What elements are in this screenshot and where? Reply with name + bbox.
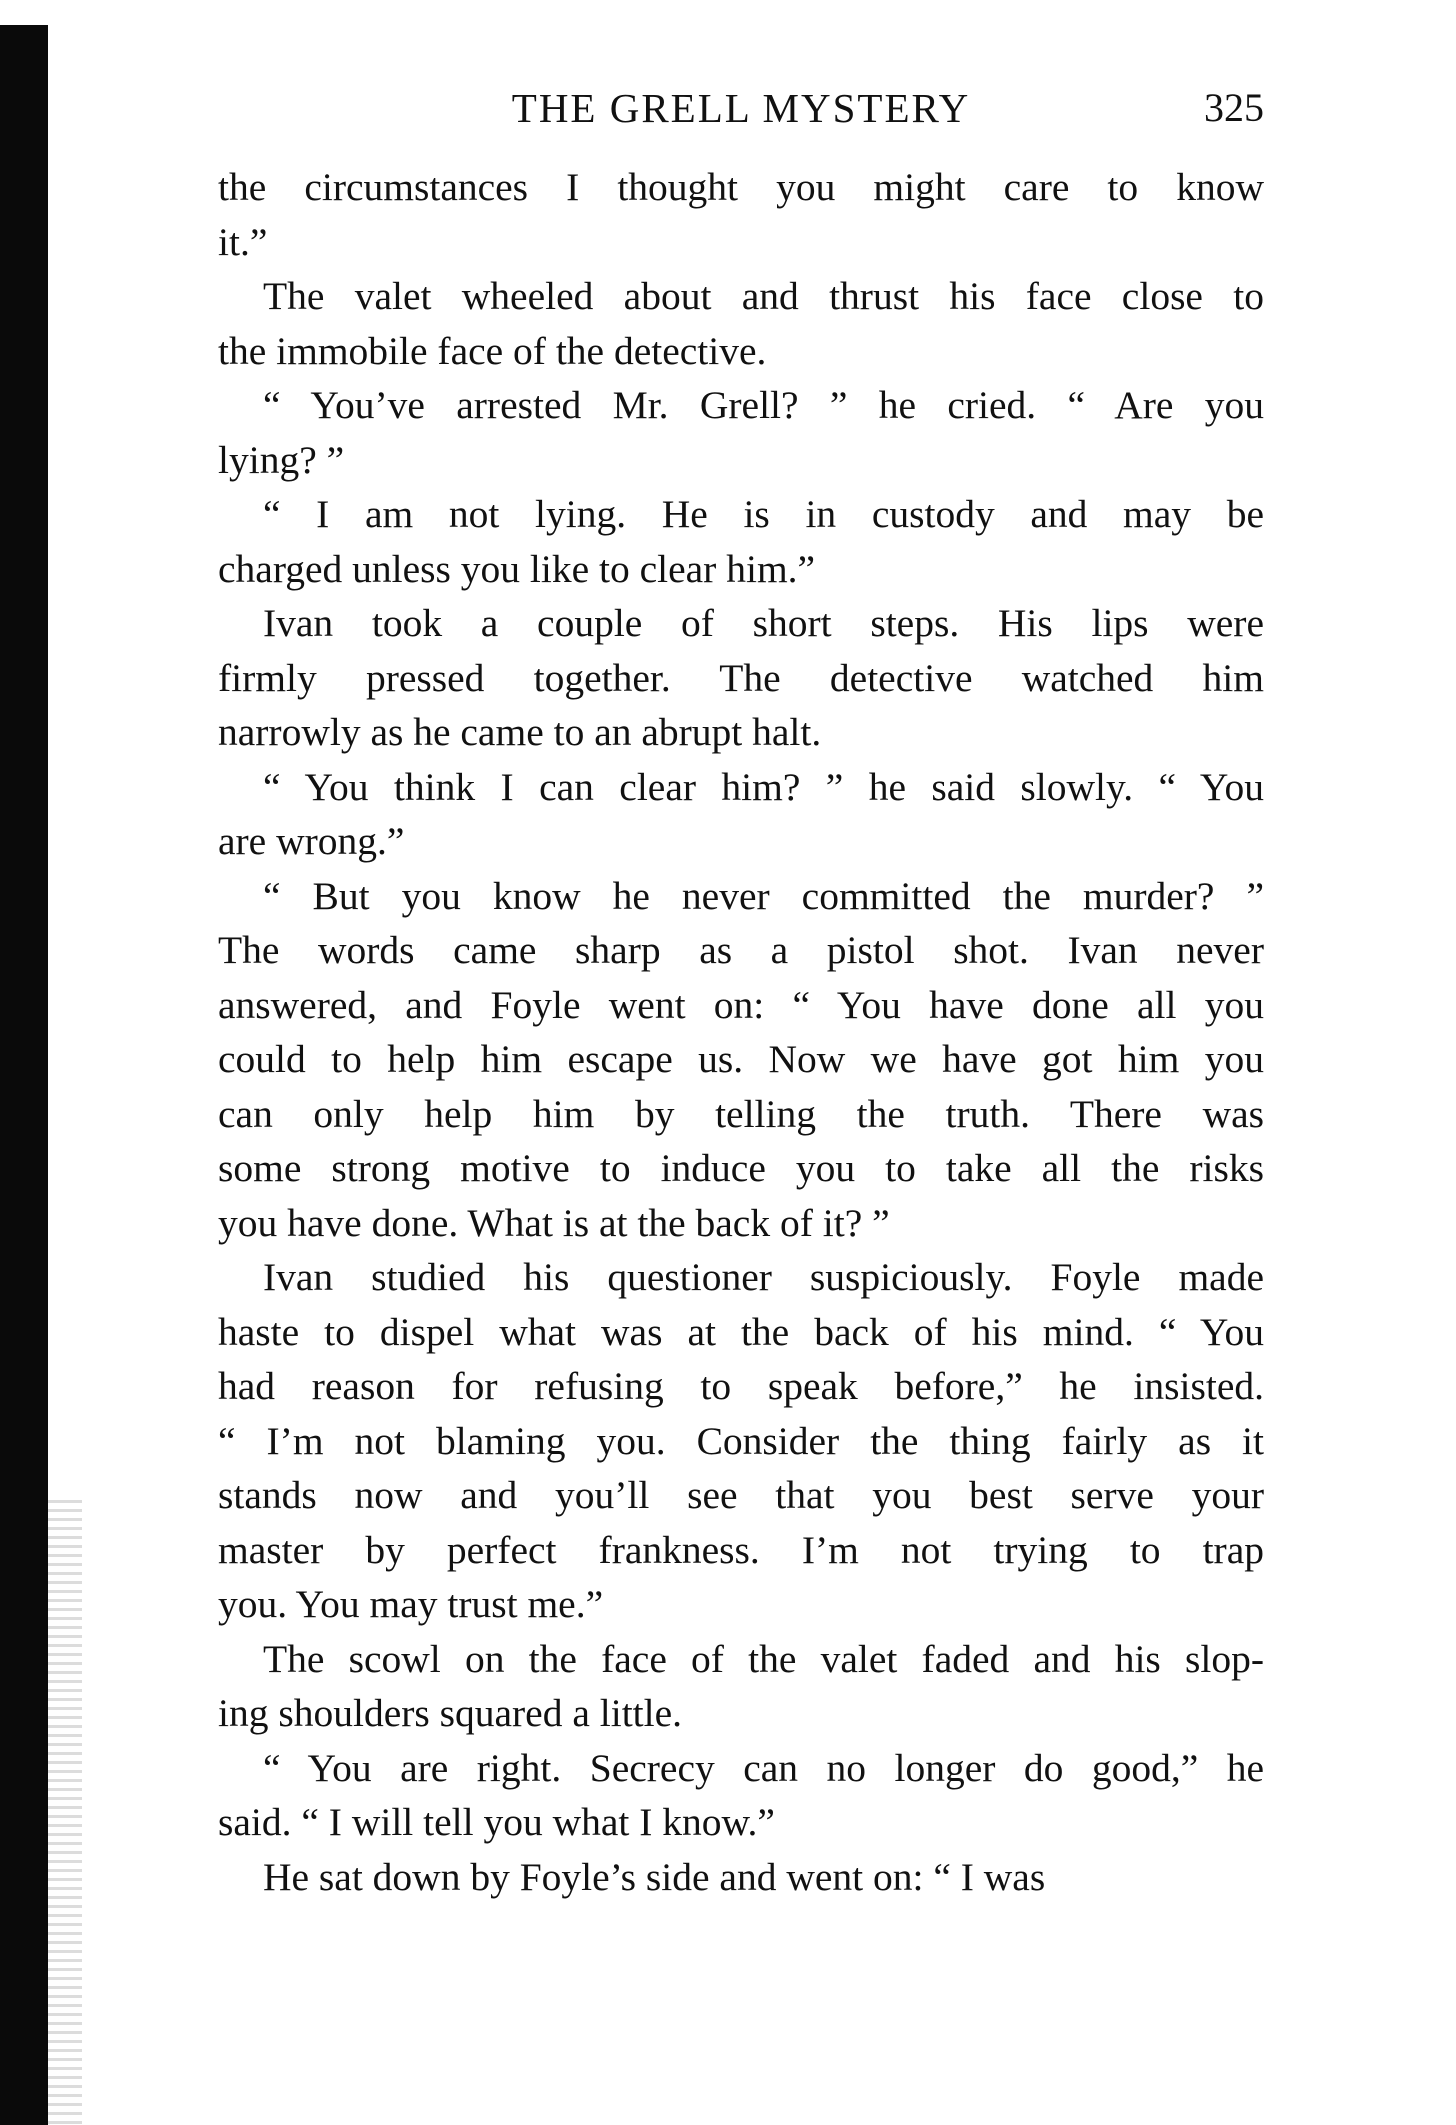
text-line: The words came sharp as a pistol shot. Ivan never [218, 928, 1264, 972]
binding-fringe [48, 1500, 82, 2125]
text-line: “ You think I can clear him? ” he said slowly. “ You [263, 764, 1264, 809]
text-line: ing shoulders squared a little. [218, 1691, 683, 1735]
text-line: charged unless you like to clear him.” [218, 546, 816, 591]
text-line: “ I’m not blaming you. Consider the thing fairly as it [218, 1418, 1264, 1463]
paragraph [218, 760, 1264, 869]
text-line: haste to dispel what was at the back of his mind. “ You [218, 1309, 1264, 1354]
text-line: you have done. What is at the back of it? ” [218, 1200, 890, 1245]
paragraph [218, 378, 1264, 487]
text-line: lying? ” [218, 437, 345, 482]
text-line: can only help him by telling the truth. There was [218, 1091, 1264, 1136]
text-line: “ But you know he never committed the murder? ” [263, 873, 1264, 918]
paragraph [218, 1850, 1264, 1905]
text-line: narrowly as he came to an abrupt halt. [218, 710, 822, 754]
paragraph [218, 1741, 1264, 1850]
text-line: could to help him escape us. Now we have got him you [218, 1037, 1264, 1081]
text-line: master by perfect frankness. I’m not trying to trap [218, 1527, 1264, 1572]
text-line: “ You are right. Secrecy can no longer do good,” he [263, 1745, 1264, 1790]
text-line: the immobile face of the detective. [218, 328, 767, 373]
page-number: 325 [1204, 85, 1264, 130]
paragraph [218, 1250, 1264, 1632]
text-line: it.” [218, 219, 268, 264]
paragraph [218, 1632, 1264, 1741]
text-line: The scowl on the face of the valet faded and his slop- [263, 1636, 1264, 1681]
text-line: “ I am not lying. He is in custody and may be [263, 492, 1264, 536]
paragraph [218, 269, 1264, 378]
text-line: Ivan studied his questioner suspiciously. Foyle made [263, 1255, 1264, 1299]
text-line: the circumstances I thought you might care to know [218, 165, 1264, 209]
running-title: THE GRELL MYSTERY [511, 85, 971, 131]
running-head [218, 78, 1264, 138]
text-line: had reason for refusing to speak before,” he insisted. [218, 1364, 1264, 1408]
body-text [218, 160, 1264, 1904]
text-line: Ivan took a couple of short steps. His lips were [263, 601, 1264, 645]
text-line: you. You may trust me.” [218, 1582, 604, 1626]
text-line: answered, and Foyle went on: “ You have done all you [218, 982, 1264, 1027]
text-line: He sat down by Foyle’s side and went on: “ I was [263, 1854, 1046, 1899]
paragraph [218, 869, 1264, 1251]
text-line: some strong motive to induce you to take all the risks [218, 1146, 1264, 1190]
paragraph [218, 487, 1264, 596]
binding-edge [0, 25, 48, 2125]
text-line: stands now and you’ll see that you best serve your [218, 1473, 1264, 1517]
text-line: are wrong.” [218, 819, 405, 863]
paragraph [218, 160, 1264, 269]
text-line: The valet wheeled about and thrust his face close to [263, 274, 1264, 318]
text-line: said. “ I will tell you what I know.” [218, 1800, 775, 1844]
text-line: firmly pressed together. The detective watched him [218, 655, 1264, 700]
paragraph [218, 596, 1264, 760]
text-line: “ You’ve arrested Mr. Grell? ” he cried. “ Are you [263, 383, 1264, 427]
